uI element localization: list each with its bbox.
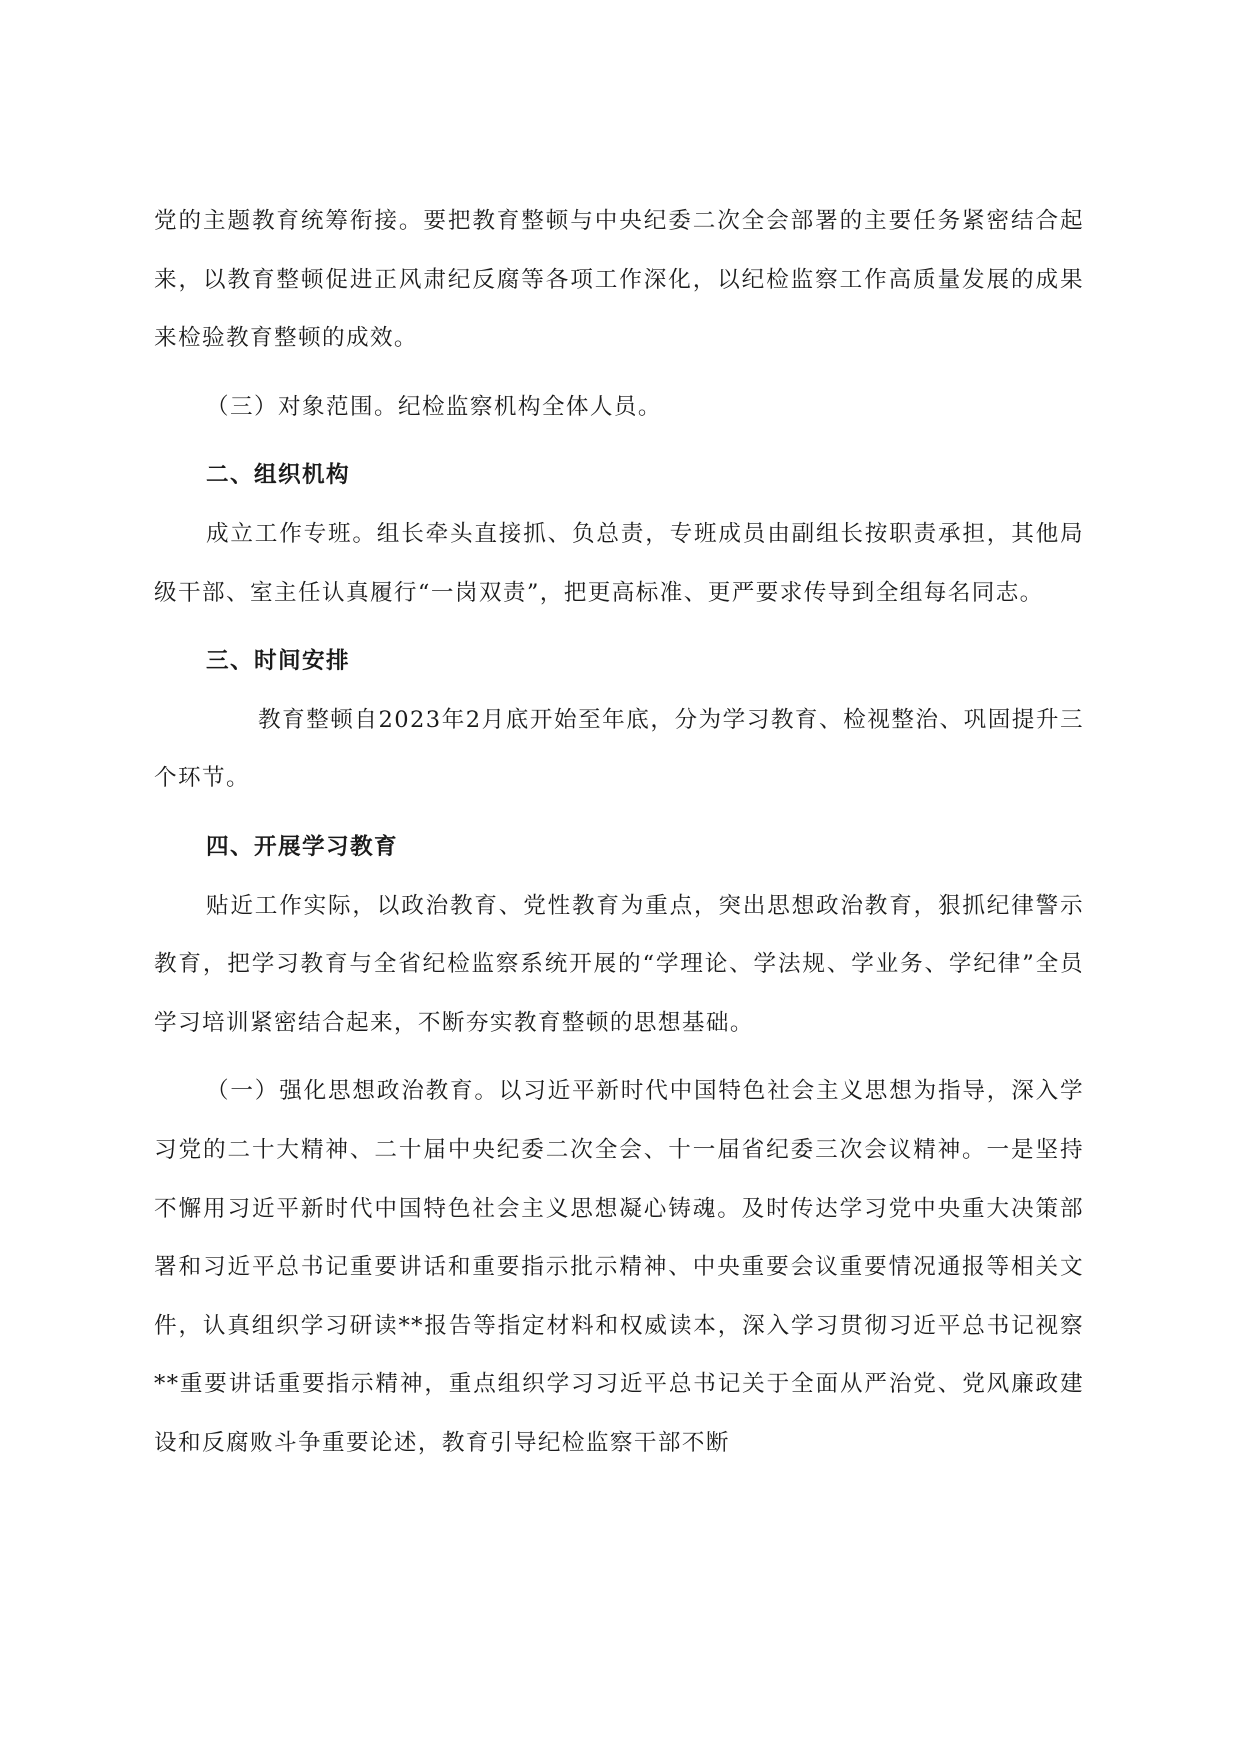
paragraph-continuation: 党的主题教育统筹衔接。要把教育整顿与中央纪委二次全会部署的主要任务紧密结合起来，以教育整顿促进正风肃纪反腐等各项工作深化，以纪检监察工作高质量发展的成果来检验教育整顿的成效。 (154, 208, 1084, 352)
heading-study-education: 四、开展学习教育 (206, 833, 398, 860)
heading-organization: 二、组织机构 (206, 462, 350, 489)
heading-schedule: 三、时间安排 (206, 648, 350, 675)
document-body (154, 192, 1084, 1472)
paragraph-political-education: （一）强化思想政治教育。以习近平新时代中国特色社会主义思想为指导，深入学习党的二十大精神、二十届中央纪委二次全会、十一届省纪委三次会议精神。一是坚持不懈用习近平新时代中国特色社会主义思想凝心铸魂。及时传达学习党中央重大决策部署和习近平总书记重要讲话和重要指示批示精神、中央重要会议重要情况通报等相关文件，认真组织学习研读**报告等指定材料和权威读本，深入学习贯彻习近平总书记视察**重要讲话重要指示精神，重点组织学习习近平总书记关于全面从严治党、党风廉政建设和反腐败斗争重要论述，教育引导纪检监察干部不断 (154, 1078, 1084, 1456)
paragraph-organization: 成立工作专班。组长牵头直接抓、负总责，专班成员由副组长按职责承担，其他局级干部、室主任认真履行“一岗双责”，把更高标准、更严要求传导到全组每名同志。 (154, 520, 1084, 606)
paragraph-target-scope: （三）对象范围。纪检监察机构全体人员。 (206, 393, 662, 420)
paragraph-study-education: 贴近工作实际，以政治教育、党性教育为重点，突出思想政治教育，狠抓纪律警示教育，把学习教育与全省纪检监察系统开展的“学理论、学法规、学业务、学纪律”全员学习培训紧密结合起来，不断夯实教育整顿的思想基础。 (154, 892, 1084, 1036)
paragraph-schedule: 教育整顿自2023年2月底开始至年底，分为学习教育、检视整治、巩固提升三个环节。 (154, 706, 1084, 792)
